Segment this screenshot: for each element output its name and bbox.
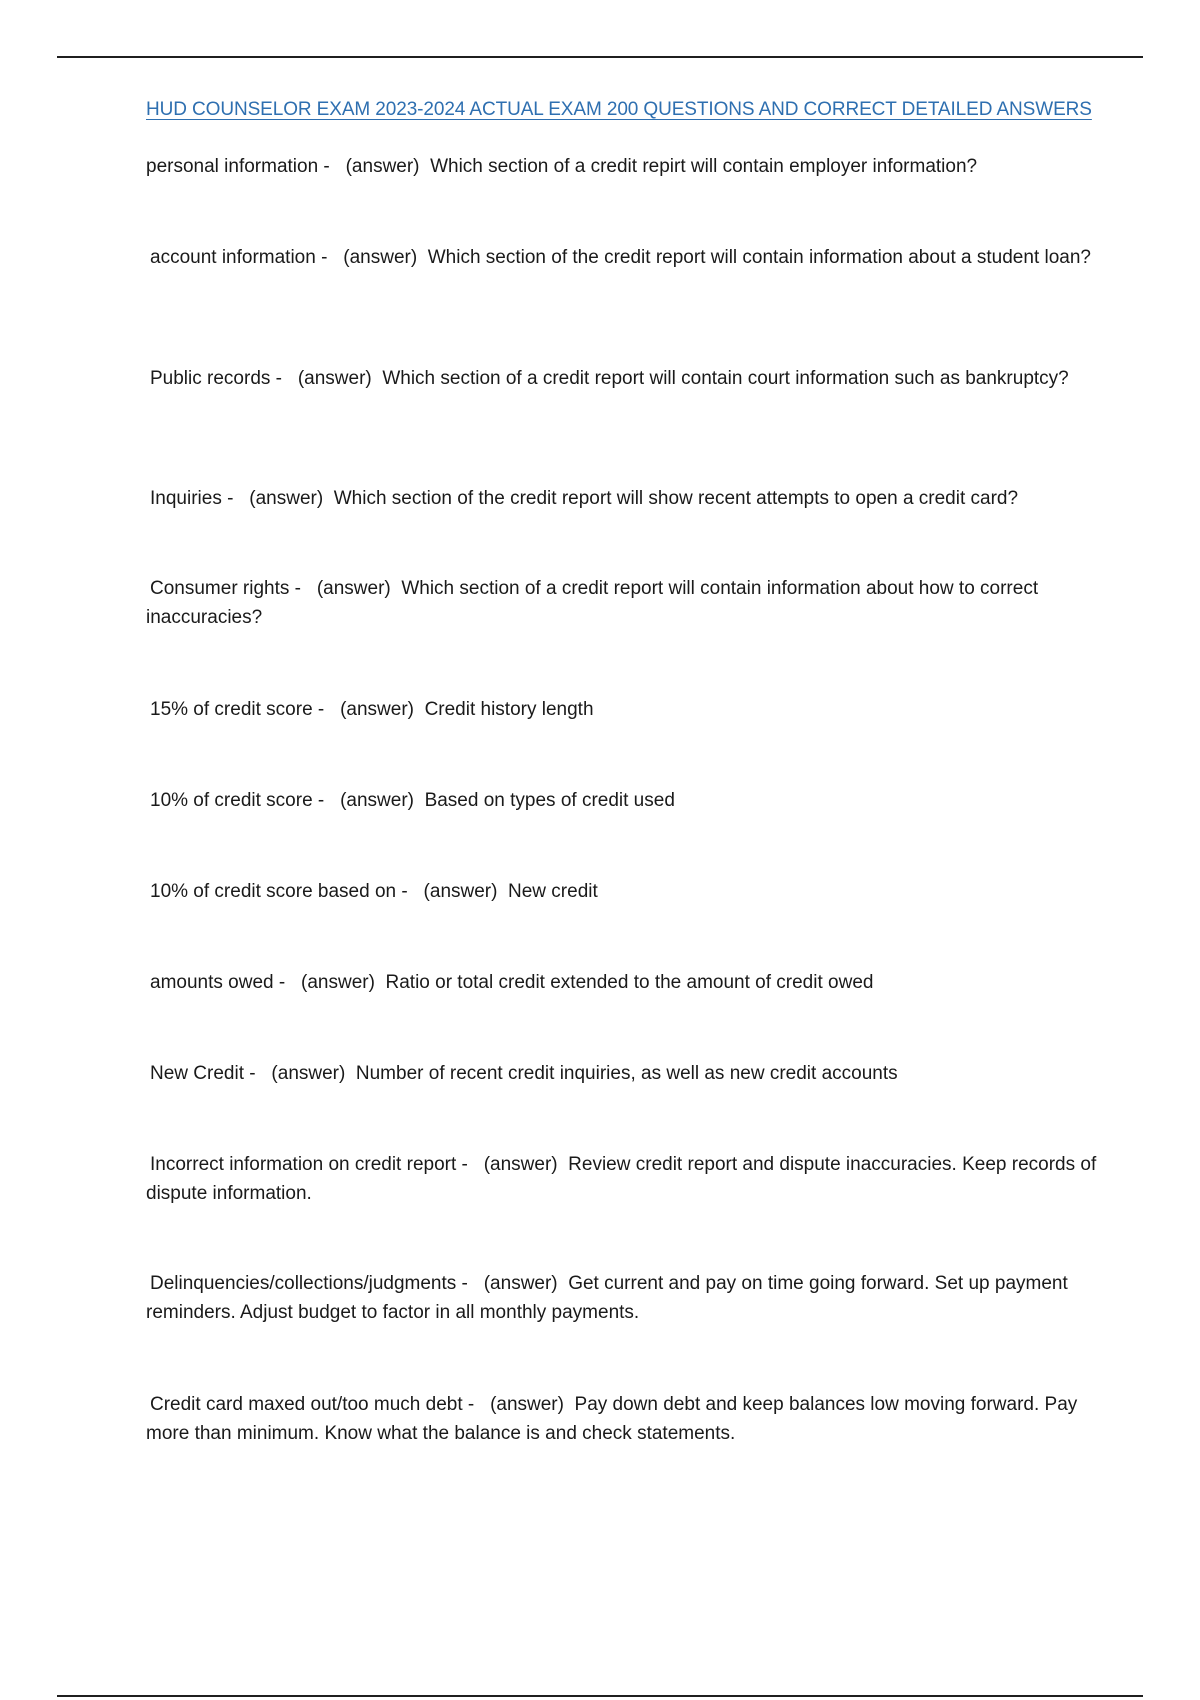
qa-text: Number of recent credit inquiries, as well as new credit accounts xyxy=(355,1063,898,1084)
answer-marker: (answer) xyxy=(423,881,498,902)
qa-entry xyxy=(146,243,1106,272)
qa-term: amounts owed - xyxy=(150,972,286,993)
qa-term: Consumer rights - xyxy=(150,578,301,599)
qa-term: 15% of credit score - xyxy=(150,699,325,720)
qa-term: 10% of credit score - xyxy=(150,790,325,811)
qa-term: Incorrect information on credit report - xyxy=(150,1154,468,1175)
qa-term: 10% of credit score based on - xyxy=(150,881,408,902)
qa-entry xyxy=(146,152,1106,181)
qa-term: Delinquencies/collections/judgments - xyxy=(150,1273,468,1294)
qa-term: Credit card maxed out/too much debt - xyxy=(150,1394,475,1415)
qa-text: Which section of a credit repirt will contain employer information? xyxy=(430,156,978,177)
qa-text: Which section of a credit report will contain court information such as bankruptcy? xyxy=(382,368,1069,389)
qa-entry xyxy=(146,877,1106,906)
qa-text: Get current and pay on time going forward. Set up payment reminders. Adjust budget to factor in all monthly payments. xyxy=(146,1273,1068,1323)
qa-entry xyxy=(146,484,1106,513)
answer-marker: (answer) xyxy=(343,247,418,268)
qa-term: account information - xyxy=(150,247,328,268)
qa-term: New Credit - xyxy=(150,1063,256,1084)
answer-marker: (answer) xyxy=(271,1063,346,1084)
qa-entry xyxy=(146,786,1106,815)
qa-term: Inquiries - xyxy=(150,488,234,509)
qa-entry xyxy=(146,1390,1106,1448)
answer-marker: (answer) xyxy=(483,1154,558,1175)
answer-marker: (answer) xyxy=(340,790,414,811)
answer-marker: (answer) xyxy=(249,488,324,509)
answer-marker: (answer) xyxy=(297,368,372,389)
qa-entry xyxy=(146,1269,1106,1327)
qa-text: Credit history length xyxy=(424,699,594,720)
answer-marker: (answer) xyxy=(490,1394,564,1415)
answer-marker: (answer) xyxy=(345,156,420,177)
qa-text: Which section of the credit report will show recent attempts to open a credit card? xyxy=(333,488,1019,509)
qa-entry xyxy=(146,968,1106,997)
answer-marker: (answer) xyxy=(301,972,375,993)
qa-text: Ratio or total credit extended to the amount of credit owed xyxy=(385,972,874,993)
qa-text: Review credit report and dispute inaccuracies. Keep records of dispute information. xyxy=(146,1154,1097,1204)
answer-marker: (answer) xyxy=(316,578,391,599)
qa-text: Which section of a credit report will contain information about how to correct inaccuracies? xyxy=(146,578,1039,628)
qa-entry xyxy=(146,1150,1106,1208)
answer-marker: (answer) xyxy=(340,699,414,720)
qa-text: Pay down debt and keep balances low moving forward. Pay more than minimum. Know what the balance is and check statements. xyxy=(146,1394,1078,1444)
qa-entry xyxy=(146,695,1106,724)
top-rule xyxy=(57,56,1143,58)
qa-term: Public records - xyxy=(150,368,282,389)
qa-entry xyxy=(146,364,1106,393)
qa-text: Based on types of credit used xyxy=(424,790,675,811)
qa-text: New credit xyxy=(508,881,598,902)
page-title: HUD COUNSELOR EXAM 2023-2024 ACTUAL EXAM 200 QUESTIONS AND CORRECT DETAILED ANSWERS xyxy=(146,99,1092,120)
qa-entry xyxy=(146,574,1106,632)
qa-term: personal information - xyxy=(146,156,330,177)
answer-marker: (answer) xyxy=(483,1273,558,1294)
qa-entry xyxy=(146,1059,1106,1088)
bottom-rule xyxy=(57,1695,1143,1697)
qa-text: Which section of the credit report will contain information about a student loan? xyxy=(427,247,1091,268)
